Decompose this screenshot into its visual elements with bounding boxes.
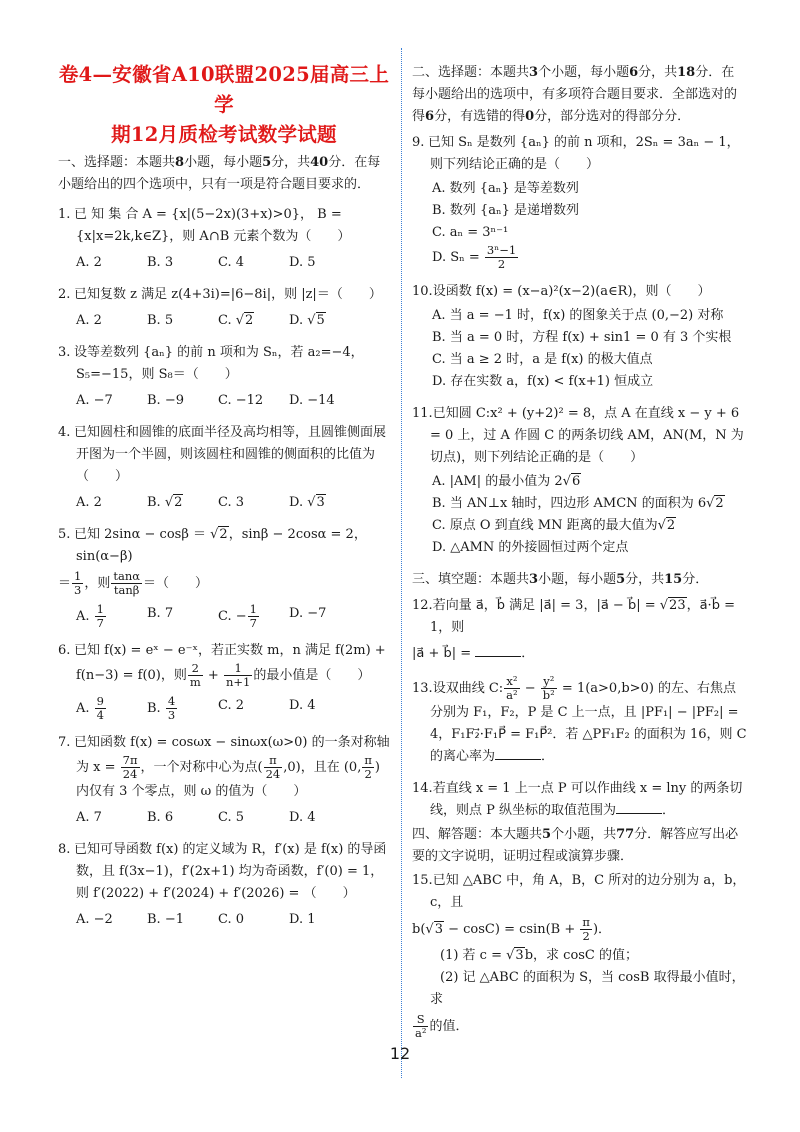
option-a: A. −2 — [76, 912, 113, 927]
option-c: C. −12 — [218, 393, 264, 408]
right-column — [412, 62, 747, 1050]
section-2-heading: 二、选择题：本题共3个小题，每小题6分，共18分．在每小题给出的选项中，有多项符合题目要求．全部选对的得6分，有选错的得0分，部分选对的得部分分． — [412, 65, 738, 124]
answer-blank — [475, 644, 521, 657]
question-4-options — [76, 492, 390, 514]
question-6-options — [76, 695, 390, 722]
option-b: B. 3 — [147, 255, 174, 270]
question-9: 9. 已知 Sₙ 是数列 {aₙ} 的前 n 项和，2Sₙ = 3aₙ − 1，则下列结论正确的是（ ） A. 数列 {aₙ} 是等差数列 B. 数列 {aₙ} 是递增数列 C. aₙ = 3ⁿ⁻¹ D. Sₙ = $\frac{\text{3ⁿ−1}}{2}$ — [412, 132, 747, 271]
question-2: 2. 已知复数 z 满足 z(4+3i)=|6−8i|，则 |z|＝（ ） A. 2 B. 5 C. √2 D. √5 — [58, 284, 390, 332]
option-c: C. 5 — [218, 810, 245, 825]
answer-blank — [616, 801, 662, 814]
option-b: B. 当 a = 0 时，方程 f(x) + sin1 = 0 有 3 个实根 — [432, 330, 732, 345]
question-15: 15.已知 △ABC 中，角 A，B，C 所对的边分别为 a，b，c，且 b(√3 − cosC) = csin(B + $\frac{\pi}{2}$ )． (1) 若 c = √3b，求 cosC 的值； (2) 记 △ABC 的面积为 S，当 cosB 取得最小值时，求 $\frac{S}{\text{a²}}$ 的值． — [412, 873, 746, 1040]
page-title — [58, 60, 390, 150]
option-a: A. 数列 {aₙ} 是等差数列 — [432, 181, 579, 196]
option-d: D. √3 — [289, 495, 325, 510]
option-a: A. 2 — [76, 255, 102, 270]
question-11-options — [432, 471, 747, 559]
section-1-heading: 一、选择题：本题共8小题，每小题5分，共40分．在每小题给出的四个选项中，只有一项是符合题目要求的． — [58, 155, 381, 192]
left-column — [58, 56, 390, 941]
option-b: B. 6 — [147, 810, 174, 825]
option-b: B. −9 — [147, 393, 184, 408]
option-a: A. $\frac{1}{7}$ — [76, 602, 104, 630]
question-13: 13.设双曲线 C: $\frac{\text{x²}}{\text{a²}}$ − $\frac{\text{y²}}{\text{b²}}$ = 1(a>0,b>0) 的左、右焦点分别为 F₁，F₂，P 是 C 上一点，且 |PF₁| − |PF₂| = 4，F₁F₂⃗·F₁P⃗ = F₁P⃗²．若 △PF₁F₂ 的面积为 16，则 C 的离心率为 ． — [412, 674, 747, 764]
option-b: B. 当 AN⊥x 轴时，四边形 AMCN 的面积为 6√2 — [432, 496, 724, 511]
option-d: D. −14 — [289, 393, 335, 408]
page-number: 12 — [389, 1044, 411, 1063]
column-divider — [401, 48, 402, 1078]
option-c: C. 4 — [218, 255, 245, 270]
question-2-options — [76, 310, 390, 332]
question-7: 7. 已知函数 f(x) = cosωx − sinωx(ω>0) 的一条对称轴为 x = $\frac{7\pi}{24}$ ，一个对称中心为点( $\frac{\pi}{24}$ ,0)，且在 (0, $\frac{\pi}{2}$ ) 内仅有 3 个零点，则 ω 的值为（ ） A. 7 B. 6 C. 5 D. 4 — [58, 732, 390, 829]
option-c: C. 3 — [218, 495, 245, 510]
option-d: D. 4 — [289, 810, 316, 825]
question-5-options — [76, 603, 390, 630]
option-d: D. −7 — [289, 606, 327, 621]
question-6: 6. 已知 f(x) = eˣ − e⁻ˣ，若正实数 m，n 满足 f(2m) + f(n−3) = f(0)，则 $\frac{2}{m}$ + $\frac{1}{n+1}$ 的最小值是（ ） A. $\frac{9}{4}$ B. $\frac{4}{3}$ C. 2 D. 4 — [58, 640, 390, 722]
option-b: B. 数列 {aₙ} 是递增数列 — [432, 203, 579, 218]
question-1: 1. 已 知 集 合 A = {x|(5−2x)(3+x)>0}， B = {x|x=2k,k∈Z}，则 A∩B 元素个数为（ ） A. 2 B. 3 C. 4 D. 5 — [58, 204, 390, 274]
question-14: 14.若直线 x = 1 上一点 P 可以作曲线 x = lny 的两条切线，则点 P 纵坐标的取值范围为 ． — [412, 781, 743, 818]
option-d: D. △AMN 的外接圆恒过两个定点 — [432, 540, 629, 555]
answer-blank — [495, 747, 541, 760]
option-d: D. √5 — [289, 313, 325, 328]
option-c: C. aₙ = 3ⁿ⁻¹ — [432, 225, 509, 240]
question-10-options — [432, 305, 747, 393]
option-c: C. 0 — [218, 912, 245, 927]
section-3-heading: 三、填空题：本题共3小题，每小题5分，共15分． — [412, 572, 709, 587]
question-3: 3. 设等差数列 {aₙ} 的前 n 项和为 Sₙ，若 a₂=−4，S₅=−15，则 S₈＝（ ） A. −7 B. −9 C. −12 D. −14 — [58, 342, 390, 412]
option-c: C. 原点 O 到直线 MN 距离的最大值为√2 — [432, 518, 676, 533]
option-a: A. $\frac{9}{4}$ — [76, 694, 104, 722]
question-10: 10.设函数 f(x) = (x−a)²(x−2)(a∈R)，则（ ） A. 当 a = −1 时，f(x) 的图象关于点 (0,−2) 对称 B. 当 a = 0 时，方程 f(x) + sin1 = 0 有 3 个实根 C. 当 a ≥ 2 时，a 是 f(x) 的极大值点 D. 存在实数 a，f(x) < f(x+1) 恒成立 — [412, 281, 747, 393]
question-15-part-2: (2) 记 △ABC 的面积为 S，当 cosB 取得最小值时，求 — [430, 970, 745, 1007]
title-line-2: 期12月质检考试数学试题 — [111, 123, 337, 146]
question-12: 12.若向量 a⃗，b⃗ 满足 |a⃗| = 3，|a⃗ − b⃗| = √23，a⃗·b⃗ = 1，则 |a⃗ + b⃗| = ． — [412, 598, 735, 661]
option-c: C. √2 — [218, 313, 254, 328]
question-11: 11.已知圆 C:x² + (y+2)² = 8，点 A 在直线 x − y + 6 = 0 上，过 A 作圆 C 的两条切线 AM，AN(M，N 为切点)，则下列结论正确的是（ ） A. |AM| 的最小值为 2√6 B. 当 AN⊥x 轴时，四边形 AMCN 的面积为 6√2 C. 原点 O 到直线 MN 距离的最大值为√2 D. △AMN 的外接圆恒过两个定点 — [412, 403, 747, 559]
option-d: D. Sₙ = $\frac{\text{3ⁿ−1}}{2}$ — [432, 243, 517, 271]
question-4: 4. 已知圆柱和圆锥的底面半径及高均相等，且圆锥侧面展开图为一个半圆，则该圆柱和圆锥的侧面积的比值为（ ） A. 2 B. √2 C. 3 D. √3 — [58, 422, 390, 514]
question-5: 5. 已知 2sinα − cosβ ＝ √2，sinβ − 2cosα = 2，sin(α−β) ＝ $\frac{1}{3}$ ，则 $\frac{\tan\alpha}{\tan\beta}$ ＝（ ） A. $\frac{1}{7}$ B. 7 C. − $\frac{1}{7}$ D. −7 — [58, 524, 390, 630]
option-b: B. 5 — [147, 313, 174, 328]
option-c: C. − $\frac{1}{7}$ — [218, 602, 257, 630]
option-b: B. $\frac{4}{3}$ — [147, 694, 176, 722]
option-b: B. √2 — [147, 495, 183, 510]
question-15-part-1: (1) 若 c = √3b，求 cosC 的值； — [440, 948, 639, 963]
option-a: A. −7 — [76, 393, 113, 408]
option-b: B. 7 — [147, 606, 174, 621]
section-4-heading: 四、解答题：本大题共5个小题，共77分．解答应写出必要的文字说明，证明过程或演算步骤． — [412, 827, 739, 864]
option-a: A. 2 — [76, 313, 102, 328]
question-7-options — [76, 807, 390, 829]
question-8: 8. 已知可导函数 f(x) 的定义域为 R，f′(x) 是 f(x) 的导函数，且 f(3x−1)，f′(2x+1) 均为奇函数，f′(0) = 1，则 f′(2022) + f′(2024) + f′(2026) = （ ） A. −2 B. −1 C. 0 D. 1 — [58, 839, 390, 931]
option-b: B. −1 — [147, 912, 184, 927]
option-c: C. 2 — [218, 698, 245, 713]
option-d: D. 4 — [289, 698, 316, 713]
question-9-options — [432, 178, 747, 271]
title-line-1: 卷4—安徽省A10联盟2025届高三上学 — [58, 63, 390, 116]
option-c: C. 当 a ≥ 2 时，a 是 f(x) 的极大值点 — [432, 352, 653, 367]
option-a: A. 7 — [76, 810, 102, 825]
option-a: A. 2 — [76, 495, 102, 510]
option-d: D. 1 — [289, 912, 316, 927]
option-a: A. 当 a = −1 时，f(x) 的图象关于点 (0,−2) 对称 — [432, 308, 724, 323]
option-d: D. 存在实数 a，f(x) < f(x+1) 恒成立 — [432, 374, 654, 389]
question-8-options — [76, 909, 390, 931]
question-3-options — [76, 390, 390, 412]
question-1-options — [76, 252, 390, 274]
option-a: A. |AM| 的最小值为 2√6 — [432, 474, 581, 489]
option-d: D. 5 — [289, 255, 316, 270]
